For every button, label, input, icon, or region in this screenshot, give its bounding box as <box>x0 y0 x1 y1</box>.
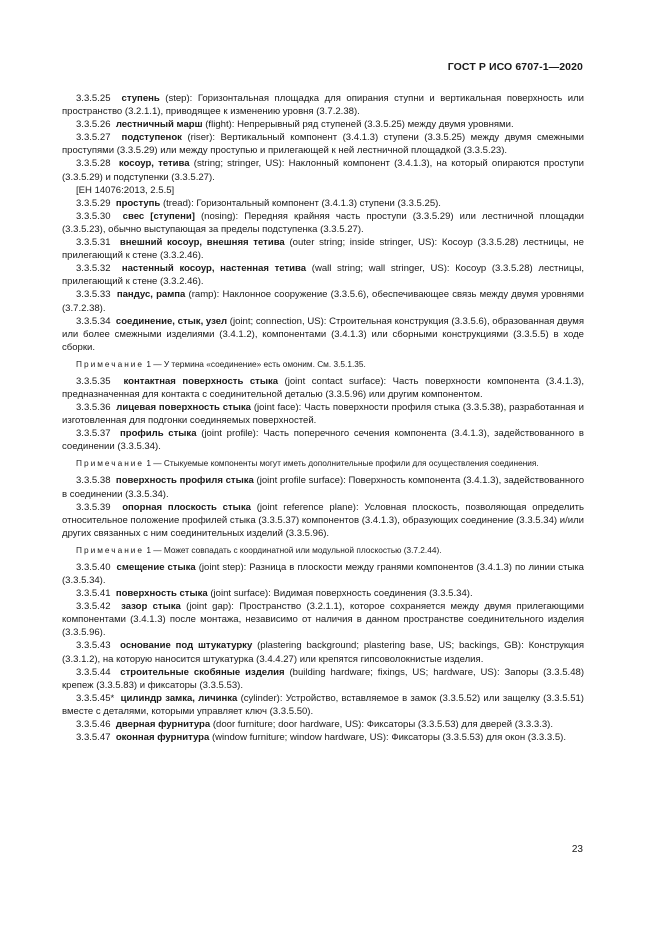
term-entry <box>62 666 584 692</box>
note-text: 1 — Может совпадать с координатной или модульной плоскостью (3.7.2.44). <box>144 544 442 555</box>
term-definition: (joint surface): Видимая поверхность соединения (3.3.5.34). <box>207 588 473 600</box>
note-label: Примечание <box>76 358 145 369</box>
term-entry <box>62 315 584 354</box>
note <box>62 544 584 556</box>
term-name: опорная плоскость стыка <box>122 501 251 513</box>
term-entry <box>62 731 584 744</box>
term-definition: (nosing): Передняя крайняя часть проступи (3.3.5.29) или лестничной площадки (3.3.5.23), обычно выступающая за пределы подступенка (3.3.5.27). <box>62 210 584 235</box>
term-number: 3.3.5.34 <box>76 315 111 327</box>
term-definition: (joint contact surface): Часть поверхности компонента (3.4.1.3), предназначенная для контакта с соединительной деталью (3.3.5.96) или другим компонентом. <box>62 375 584 400</box>
term-number: 3.3.5.26 <box>76 119 111 131</box>
term-entry <box>62 587 584 600</box>
term-number: 3.3.5.33 <box>76 289 111 301</box>
term-entry <box>62 401 584 427</box>
term-entry <box>62 210 584 236</box>
term-entry <box>62 692 584 718</box>
term-name: дверная фурнитура <box>115 719 211 731</box>
term-entry <box>62 718 584 731</box>
term-number: 3.3.5.37 <box>76 428 111 440</box>
term-entry <box>62 236 584 262</box>
term-definition: (joint profile surface): Поверхность компонента (3.4.1.3), задействованного в соединении (3.3.5.34). <box>62 475 585 500</box>
term-number: 3.3.5.39 <box>76 501 111 513</box>
term-definition: (step): Горизонтальная площадка для опирания ступни и вертикальная поверхность или пространство (3.2.1.1), приводящее к изменению уровня (3.7.2.38). <box>62 93 584 118</box>
term-number: 3.3.5.38 <box>76 475 111 487</box>
term-name: смещение стыка <box>116 561 196 573</box>
term-number: 3.3.5.44 <box>76 666 111 678</box>
term-number: 3.3.5.42 <box>76 601 111 613</box>
document-body <box>62 92 584 744</box>
term-definition: [ЕН 14076:2013, 2.5.5] <box>76 184 175 196</box>
term-name: ступень <box>121 93 160 104</box>
term-entry <box>62 474 584 500</box>
term-name: поверхность профиля стыка <box>115 475 254 487</box>
term-name: свес [ступени] <box>122 210 195 222</box>
term-entry <box>62 288 584 314</box>
term-name: косоур, тетива <box>118 158 190 170</box>
term-entry <box>62 92 584 118</box>
term-entry <box>62 639 584 665</box>
term-number: 3.3.5.35 <box>76 375 111 387</box>
term-number: 3.3.5.45* <box>76 692 115 704</box>
term-definition: (tread): Горизонтальный компонент (3.4.1.3) ступени (3.3.5.25). <box>160 197 441 209</box>
note-label: Примечание <box>76 544 145 555</box>
entry-group <box>62 375 584 454</box>
note <box>62 358 584 370</box>
term-definition: (door furniture; door hardware, US): Фиксаторы (3.3.5.53) для дверей (3.3.3.3). <box>210 719 553 731</box>
entry-group <box>62 474 584 539</box>
term-name: контактная поверхность стыка <box>123 375 279 387</box>
term-number: 3.3.5.25 <box>76 93 111 104</box>
term-number: 3.3.5.30 <box>76 210 111 222</box>
term-name: профиль стыка <box>119 428 197 440</box>
term-number: 3.3.5.46 <box>76 719 111 731</box>
document-header: ГОСТ Р ИСО 6707-1—2020 <box>447 61 583 73</box>
term-name: соединение, стык, узел <box>115 315 228 327</box>
term-number: 3.3.5.41 <box>76 588 111 600</box>
term-entry <box>62 600 584 639</box>
term-definition: (wall string; wall stringer, US): Косоур (3.3.5.28) лестницы, прилегающий к стене (3.3.2.46). <box>62 263 584 288</box>
term-entry <box>62 375 584 401</box>
term-name: строительные скобяные изделия <box>120 666 285 678</box>
term-number: 3.3.5.36 <box>76 402 111 414</box>
term-definition: (joint reference plane): Условная плоскость, позволяющая определить относительное положение профилей стыка (3.3.5.37) компонентов (3.4.1.3), образующих соединение (3.3.5.34) и/или других связанных с ним соединительных изделий (3.3.5.96). <box>62 501 585 539</box>
term-entry <box>62 131 584 157</box>
note-label: Примечание <box>76 458 145 469</box>
term-definition: (riser): Вертикальный компонент (3.4.1.3) ступени (3.3.5.25) между двумя смежными проступями (3.3.5.29) или между проступью и прилегающей к ней лестничной площадкой (3.3.5.23). <box>62 132 584 157</box>
term-number: 3.3.5.32 <box>76 263 111 275</box>
term-number: 3.3.5.27 <box>76 132 111 144</box>
term-number: 3.3.5.43 <box>76 640 111 652</box>
note-text: 1 — Стыкуемые компоненты могут иметь дополнительные профили для осуществления соединения. <box>144 458 539 469</box>
entry-group <box>62 92 584 354</box>
term-name: поверхность стыка <box>115 588 208 600</box>
term-definition: (cylinder): Устройство, вставляемое в замок (3.3.5.52) или защелку (3.3.5.51) вместе с деталями, которыми управляет ключ (3.3.5.50). <box>62 692 584 717</box>
term-name: настенный косоур, настенная тетива <box>121 263 307 275</box>
term-definition: (ramp): Наклонное сооружение (3.3.5.6), обеспечивающее связь между двумя уровнями (3.7.2.38). <box>62 289 585 314</box>
term-entry <box>62 197 584 210</box>
term-entry <box>62 118 584 131</box>
term-name: внешний косоур, внешняя тетива <box>119 237 285 249</box>
term-name: проступь <box>115 197 161 209</box>
term-name: пандус, рампа <box>116 289 186 301</box>
term-entry <box>62 561 584 587</box>
term-number: 3.3.5.31 <box>76 237 111 249</box>
term-definition: (outer string; inside stringer, US): Косоур (3.3.5.28) лестницы, не прилегающий к стене (3.3.2.46). <box>62 237 584 262</box>
term-entry <box>62 184 584 197</box>
entry-group <box>62 561 584 744</box>
term-number: 3.3.5.28 <box>76 158 111 170</box>
term-number: 3.3.5.47 <box>76 732 111 744</box>
term-definition: (window furniture; window hardware, US): Фиксаторы (3.3.5.53) для окон (3.3.3.5). <box>209 732 566 744</box>
term-definition: (joint step): Разница в плоскости между гранями компонентов (3.4.1.3) по линии стыка (3.3.5.34). <box>62 561 584 586</box>
term-definition: (joint gap): Пространство (3.2.1.1), которое сохраняется между двумя прилегающими компонентами (3.4.1.3) после монтажа, независимо от наличия в данном пространстве соединительного изделия (3.3.5.96). <box>62 601 584 639</box>
term-name: основание под штукатурку <box>120 640 253 652</box>
term-definition: (joint face): Часть поверхности профиля стыка (3.3.5.38), разработанная и изготовленная для подгонки соединяемых поверхностей. <box>62 402 585 427</box>
term-name: цилиндр замка, личинка <box>120 692 238 704</box>
term-name: подступенок <box>121 132 182 144</box>
term-definition: (plastering background; plastering base, US; backings, GB): Конструкция (3.3.1.2), на которую наносится штукатурка (3.4.4.27) или крепятся гипсоволокнистые изделия. <box>62 640 584 665</box>
term-definition: (building hardware; fixings, US; hardware, US): Запоры (3.3.5.48) крепеж (3.3.5.83) и фиксаторы (3.3.5.53). <box>62 666 584 691</box>
term-entry <box>62 157 584 183</box>
term-entry <box>62 501 584 540</box>
term-definition: (string; stringer, US): Наклонный компонент (3.4.1.3), на который опираются проступи (3.3.5.29) и подступенки (3.3.5.27). <box>62 158 584 183</box>
term-name: лестничный марш <box>115 119 203 131</box>
term-definition: (flight): Непрерывный ряд ступеней (3.3.5.25) между двумя уровнями. <box>202 119 514 131</box>
term-definition: (joint; connection, US): Строительная конструкция (3.3.5.6), образованная двумя или более смежными изделиями (3.4.1.2), компонентами (3.4.1.3) или сборными конструкциями (3.3.5.5) в ходе сборки. <box>62 315 584 353</box>
term-entry <box>62 262 584 288</box>
term-name: зазор стыка <box>121 601 181 613</box>
note <box>62 457 584 469</box>
term-name: лицевая поверхность стыка <box>116 402 251 414</box>
term-number: 3.3.5.29 <box>76 197 111 209</box>
term-number: 3.3.5.40 <box>76 561 111 573</box>
term-definition: (joint profile): Часть поперечного сечения компонента (3.4.1.3), задействованного в соединении (3.3.5.34). <box>62 428 584 453</box>
term-name: оконная фурнитура <box>115 732 210 744</box>
term-entry <box>62 427 584 453</box>
note-text: 1 — У термина «соединение» есть омоним. См. 3.5.1.35. <box>144 358 366 369</box>
page-number: 23 <box>571 844 583 855</box>
